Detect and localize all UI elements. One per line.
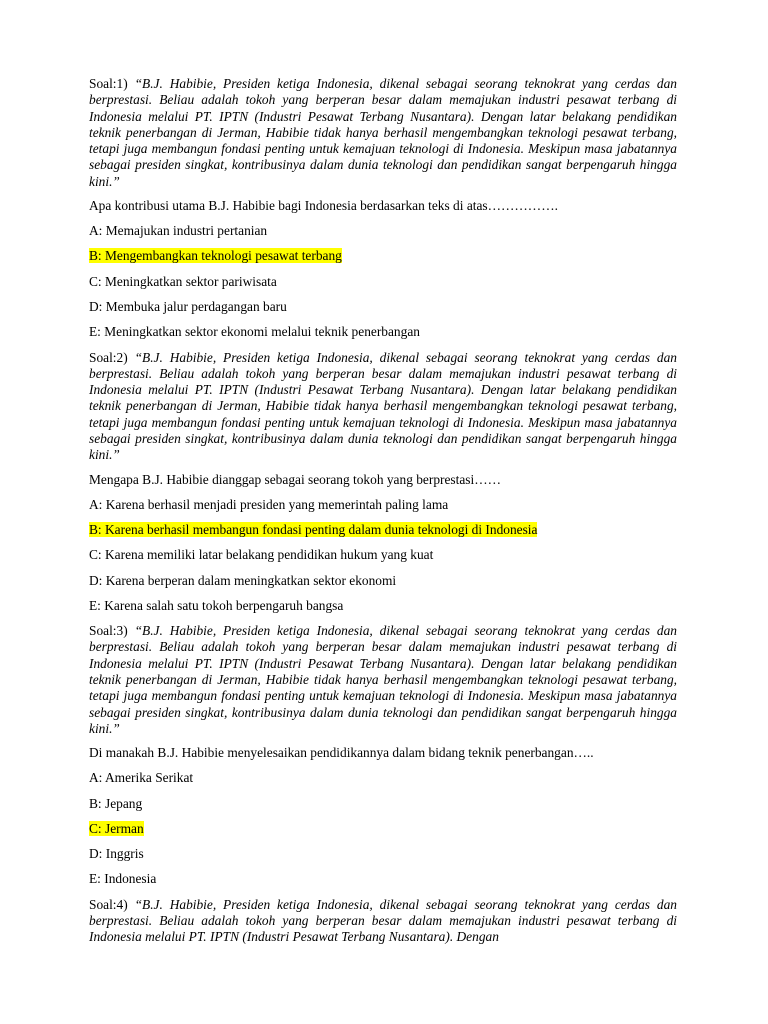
- passage-3: [89, 623, 677, 737]
- option-1d: [89, 299, 677, 315]
- option-3d-text: D: Inggris: [89, 846, 144, 862]
- option-1e-text: E: Meningkatkan sektor ekonomi melalui teknik penerbangan: [89, 324, 420, 340]
- option-3c-text: C: Jerman: [89, 820, 144, 836]
- option-1b-text: B: Mengembangkan teknologi pesawat terbang: [89, 248, 342, 264]
- option-3a: [89, 770, 677, 786]
- option-1d-text: D: Membuka jalur perdagangan baru: [89, 298, 287, 314]
- option-3d: [89, 846, 677, 862]
- option-2d: [89, 573, 677, 589]
- question-text-2: Mengapa B.J. Habibie dianggap sebagai seorang tokoh yang berprestasi……: [89, 471, 502, 487]
- passage-text-4: “B.J. Habibie, Presiden ketiga Indonesia, dikenal sebagai seorang teknokrat yang cerdas dan berprestasi. Beliau adalah tokoh yang berperan besar dalam memajukan industri pesawat terbang di Indonesia melalui PT. IPTN (Industri Pesawat Terbang Nusantara). Dengan: [89, 896, 677, 945]
- question-label-3: Soal:3): [89, 623, 128, 639]
- option-2b-text: B: Karena berhasil membangun fondasi penting dalam dunia teknologi di Indonesia: [89, 521, 538, 537]
- passage-2: [89, 350, 677, 464]
- question-text-1: Apa kontribusi utama B.J. Habibie bagi Indonesia berdasarkan teks di atas…………….: [89, 198, 558, 214]
- passage-text-1: “B.J. Habibie, Presiden ketiga Indonesia, dikenal sebagai seorang teknokrat yang cerdas dan berprestasi. Beliau adalah tokoh yang berperan besar dalam memajukan industri pesawat terbang di Indonesia melalui PT. IPTN (Industri Pesawat Terbang Nusantara). Dengan latar belakang pendidikan teknik penerbangan di Jerman, Habibie tidak hanya berhasil mengembangkan teknologi pesawat terbang, tetapi juga membangun fondasi penting untuk kemajuan teknologi di Indonesia. Meskipun masa jabatannya sebagai presiden singkat, kontribusinya dalam dunia teknologi dan pendidikan sangat berpengaruh hingga kini.”: [89, 76, 677, 189]
- option-2d-text: D: Karena berperan dalam meningkatkan sektor ekonomi: [89, 572, 397, 588]
- option-1c-text: C: Meningkatkan sektor pariwisata: [89, 273, 277, 289]
- option-2e-text: E: Karena salah satu tokoh berpengaruh bangsa: [89, 597, 344, 613]
- question-block-2: [89, 350, 677, 614]
- question-label-4: Soal:4): [89, 896, 128, 912]
- option-1b: [89, 248, 677, 264]
- question-block-1: [89, 76, 677, 340]
- option-2c-text: C: Karena memiliki latar belakang pendidikan hukum yang kuat: [89, 547, 434, 563]
- passage-4: [89, 897, 677, 946]
- question-label-1: Soal:1): [89, 76, 128, 91]
- option-2a: [89, 497, 677, 513]
- option-1e: [89, 324, 677, 340]
- option-3a-text: A: Amerika Serikat: [89, 770, 194, 786]
- question-block-3: [89, 623, 677, 887]
- option-1a-text: A: Memajukan industri pertanian: [89, 223, 268, 239]
- option-1a: [89, 223, 677, 239]
- option-3b: [89, 796, 677, 812]
- question-text-3: Di manakah B.J. Habibie menyelesaikan pendidikannya dalam bidang teknik penerbangan…..: [89, 745, 594, 761]
- option-2b: [89, 522, 677, 538]
- option-2a-text: A: Karena berhasil menjadi presiden yang memerintah paling lama: [89, 496, 449, 512]
- passage-1: [89, 76, 677, 190]
- option-3e: [89, 871, 677, 887]
- passage-text-2: “B.J. Habibie, Presiden ketiga Indonesia, dikenal sebagai seorang teknokrat yang cerdas dan berprestasi. Beliau adalah tokoh yang berperan besar dalam memajukan industri pesawat terbang di Indonesia melalui PT. IPTN (Industri Pesawat Terbang Nusantara). Dengan latar belakang pendidikan teknik penerbangan di Jerman, Habibie tidak hanya berhasil mengembangkan teknologi pesawat terbang, tetapi juga membangun fondasi penting untuk kemajuan teknologi di Indonesia. Meskipun masa jabatannya sebagai presiden singkat, kontribusinya dalam dunia teknologi dan pendidikan sangat berpengaruh hingga kini.”: [89, 349, 677, 463]
- option-3b-text: B: Jepang: [89, 795, 143, 811]
- option-3c: [89, 821, 677, 837]
- document-content: [89, 76, 677, 954]
- question-block-4: [89, 897, 677, 946]
- option-1c: [89, 274, 677, 290]
- option-2c: [89, 547, 677, 563]
- question-label-2: Soal:2): [89, 349, 128, 365]
- option-3e-text: E: Indonesia: [89, 871, 157, 887]
- option-2e: [89, 598, 677, 614]
- passage-text-3: “B.J. Habibie, Presiden ketiga Indonesia, dikenal sebagai seorang teknokrat yang cerdas dan berprestasi. Beliau adalah tokoh yang berperan besar dalam memajukan industri pesawat terbang di Indonesia melalui PT. IPTN (Industri Pesawat Terbang Nusantara). Dengan latar belakang pendidikan teknik penerbangan di Jerman, Habibie tidak hanya berhasil mengembangkan teknologi pesawat terbang, tetapi juga membangun fondasi penting untuk kemajuan teknologi di Indonesia. Meskipun masa jabatannya sebagai presiden singkat, kontribusinya dalam dunia teknologi dan pendidikan sangat berpengaruh hingga kini.”: [89, 623, 677, 736]
